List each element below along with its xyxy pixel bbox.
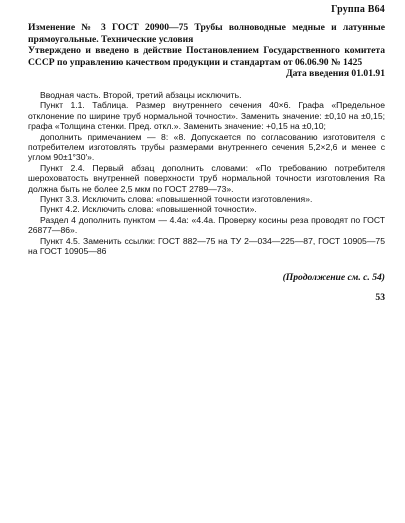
group-code: Группа В64: [331, 4, 385, 15]
paragraph: Вводная часть. Второй, третий абзацы исключить.: [40, 90, 242, 100]
paragraph: Пункт 4.5. Заменить ссылки: ГОСТ 882—75 на ТУ 2—034—225—87, ГОСТ 10905—75 на ГОСТ 10905—86: [28, 235, 385, 257]
paragraph: дополнить примечанием — 8: «8. Допускается по согласованию изготовителя с потребителем изготовлять трубы размерами внутреннего сечения 5,2×2,6 и менее с углом 90±1°30′».: [28, 131, 385, 163]
paragraph: Пункт 4.2. Исключить слова: «повышенной точности».: [40, 204, 257, 215]
amendment-body: [28, 90, 385, 257]
amendment-heading: Изменение № 3 ГОСТ 20900—75 Трубы волноводные медные и латунные прямоугольные. Технические условия: [28, 22, 385, 45]
page-number: 53: [375, 292, 385, 303]
paragraph: Пункт 1.1. Таблица. Размер внутреннего сечения 40×6. Графа «Предельное отклонение по ширине труб нормальной точности». Заменить значение: ±0,10 на ±0,15; графа «Толщина стенки. Пред. откл.». Заменить значение: +0,15 на ±0,10;: [28, 100, 385, 132]
effective-date: Дата введения 01.01.91: [285, 68, 385, 79]
approval-statement: Утверждено и введено в действие Постановлением Государственного комитета СССР по управлению качеством продукции и стандартам от 06.06.90 № 1425: [28, 45, 385, 68]
continuation-note: (Продолжение см. с. 54): [282, 272, 385, 283]
paragraph: Пункт 2.4. Первый абзац дополнить словами: «По требованию потребителя шероховатость внутренней поверхности труб нормальной точности изготовления Ra должна быть не более 2,5 мкм по ГОСТ 2789—73».: [28, 162, 385, 194]
paragraph: Пункт 3.3. Исключить слова: «повышенной точности изготовления».: [40, 194, 313, 205]
paragraph: Раздел 4 дополнить пунктом — 4.4а: «4.4а. Проверку косины реза проводят по ГОСТ 26877—86».: [28, 214, 385, 236]
